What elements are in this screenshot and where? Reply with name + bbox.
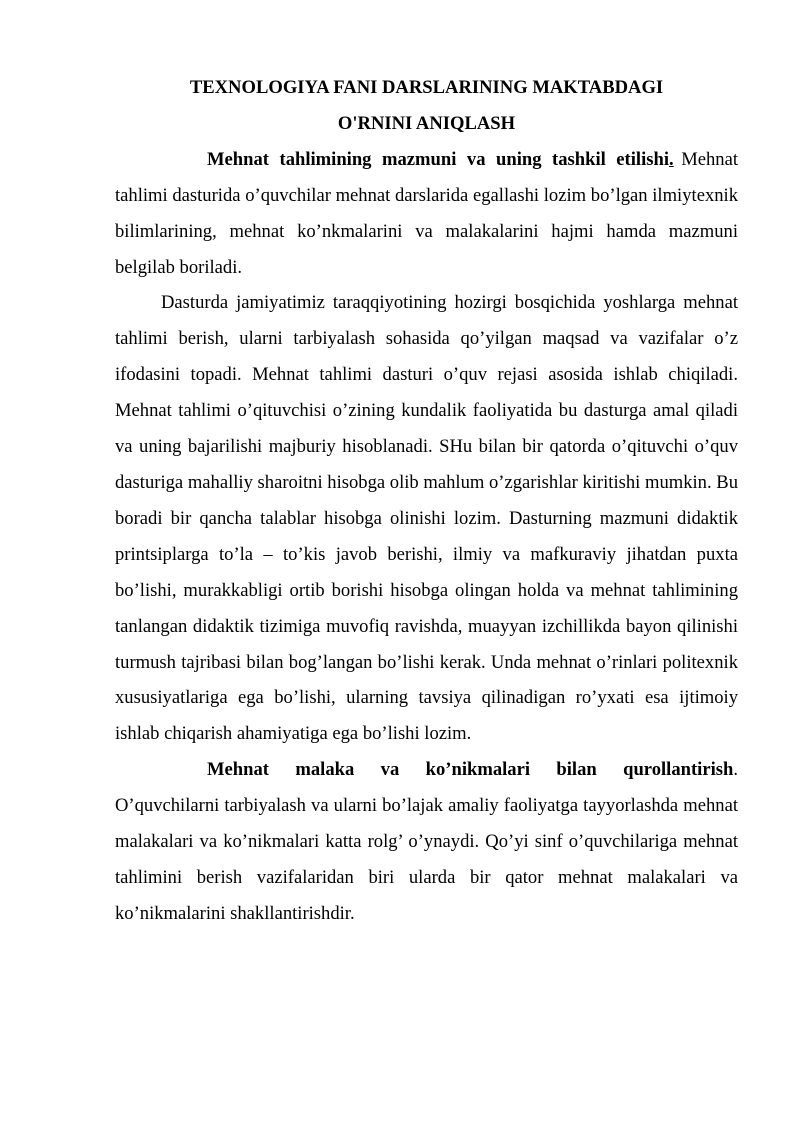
section-2-heading: Mehnat malaka va ko’nikmalari bilan qurollantirish <box>207 759 734 781</box>
section-1-heading-dot: . <box>669 148 674 170</box>
paragraph-2: Dasturda jamiyatimiz taraqqiyotining hozirgi bosqichida yoshlarga mehnat tahlimi berish, ularni tarbiyalash sohasida qo’yilgan maqsad va vazifalar o’z ifodasini topadi. Mehnat tahlimi dasturi o’quv rejasi asosida ishlab chiqiladi. Mehnat tahlimi o’qituvchisi o’zining kundalik faoliyatida bu dasturga amal qiladi va uning bajarilishi majburiy hisoblanadi. SHu bilan bir qatorda o’qituvchi o’quv dasturiga mahalliy sharoitni hisobga olib mahlum o’zgarishlar kiritishi mumkin. Bu boradi bir qancha talablar hisobga olinishi lozim. Dasturning mazmuni didaktik printsiplarga to’la – to’kis javob berishi, ilmiy va mafkuraviy jihatdan puxta bo’lishi, murakkabligi ortib borishi hisobga olingan holda va mehnat tahlimining tanlangan didaktik tizimiga muvofiq ravishda, muayyan izchillikda bayon qilinishi turmush tajribasi bilan bog’langan bo’lishi kerak. Unda mehnat o’rinlari politexnik xususiyatlariga ega bo’lishi, ularning tavsiya qilinadigan ro’yxati esa ijtimoiy ishlab chiqarish ahamiyatiga ega bo’lishi lozim. <box>115 292 738 745</box>
section-2-text: O’quvchilarni tarbiyalash va ularni bo’lajak amaliy faoliyatga tayyorlashda mehnat malakalari va ko’nikmalari katta rolg’ o’ynaydi. Qo’yi sinf o’quvchilariga mehnat tahlimini berish vazifalaridan biri ularda bir qator mehnat malakalari va ko’nikmalarini shakllantirishdir. <box>115 795 738 924</box>
document-page <box>115 70 738 932</box>
document-title <box>115 70 738 142</box>
title-line-2: O'RNINI ANIQLASH <box>337 112 516 134</box>
section-2-paragraph <box>115 752 738 932</box>
section-2-heading-dot: . <box>733 759 738 781</box>
section-1-text: Mehnat tahlimi dasturida o’quvchilar mehnat darslarida egallashi lozim bo’lgan ilmiytexnik bilimlarining, mehnat ko’nkmalarini va malakalarini hajmi hamda mazmuni belgilab boriladi. <box>115 148 738 278</box>
title-line-1: TEXNOLOGIYA FANI DARSLARINING MAKTABDAGI <box>189 77 664 98</box>
section-1-heading: Mehnat tahlimining mazmuni va uning tashkil etilishi <box>207 148 669 170</box>
section-1-paragraph <box>115 142 738 286</box>
